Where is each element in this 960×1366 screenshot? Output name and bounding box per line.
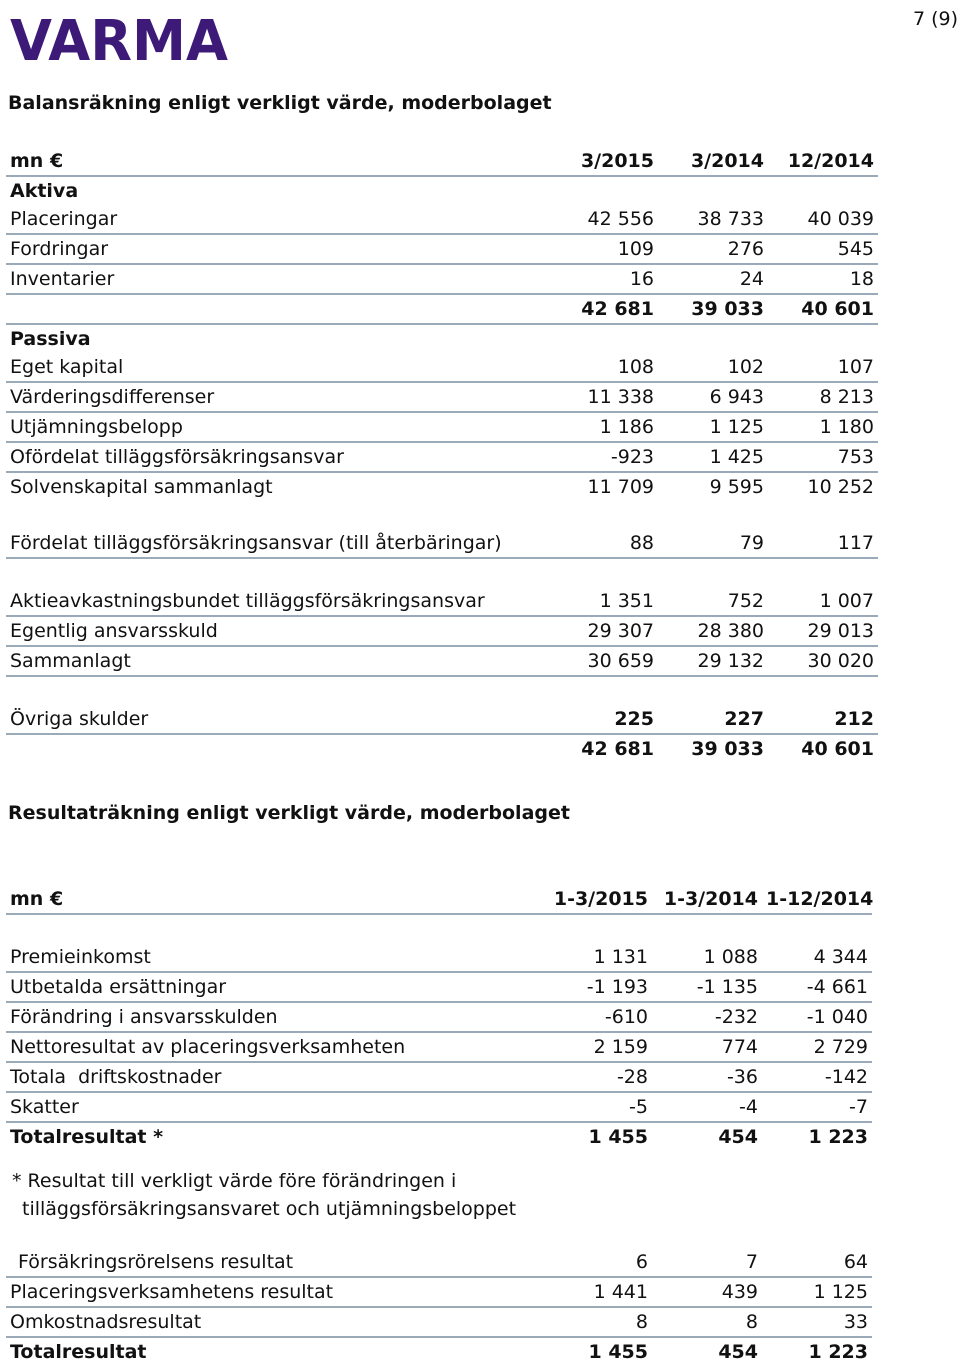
total-row (6, 1337, 872, 1366)
cell-value: 28 380 (658, 616, 768, 646)
cell-value: 225 (546, 705, 658, 734)
table-row (6, 943, 872, 972)
cell-value: 227 (658, 705, 768, 734)
cell-value: 753 (768, 442, 878, 472)
footnote-line: tilläggsförsäkringsansvaret och utjämningsbeloppet (22, 1198, 517, 1220)
col-header: 3/2015 (546, 147, 658, 176)
table-row (6, 616, 878, 646)
cell-value: 2 159 (546, 1032, 652, 1062)
total-row (6, 1122, 872, 1151)
cell-value: 9 595 (709, 476, 764, 498)
cell-value: 454 (718, 1126, 758, 1148)
cell-value: 40 601 (801, 738, 874, 760)
income-table (6, 885, 872, 1151)
cell-value: 1 455 (588, 1341, 648, 1363)
table-row (6, 1002, 872, 1032)
cell-value: 10 252 (807, 476, 874, 498)
cell-value: 8 (546, 1307, 652, 1337)
page-number: 7 (9) (912, 8, 958, 30)
table-row (6, 205, 878, 234)
table-row (6, 1062, 872, 1092)
cell-value: 102 (658, 353, 768, 382)
row-label: Sammanlagt (6, 646, 546, 676)
cell-value: -4 661 (762, 972, 872, 1002)
cell-value: 1 007 (768, 587, 878, 616)
spacer-row (6, 501, 878, 529)
row-label: Ofördelat tilläggsförsäkringsansvar (6, 442, 546, 472)
row-label: Utbetalda ersättningar (6, 972, 546, 1002)
table-row (6, 1092, 872, 1122)
table-header-row (6, 885, 872, 914)
row-label: Inventarier (6, 264, 546, 294)
table-row (6, 353, 878, 382)
cell-value: -1 193 (546, 972, 652, 1002)
table-row (6, 382, 878, 412)
cell-value: 276 (658, 234, 768, 264)
cell-value: 1 441 (546, 1277, 652, 1307)
cell-value: 30 659 (546, 646, 658, 676)
cell-value: -7 (762, 1092, 872, 1122)
spacer-row (6, 676, 878, 705)
cell-value: -1 135 (652, 972, 762, 1002)
cell-value: 1 180 (768, 412, 878, 442)
cell-value: 24 (658, 264, 768, 294)
col-header: 12/2014 (768, 147, 878, 176)
row-label: Totala driftskostnader (6, 1062, 546, 1092)
cell-value: 117 (768, 529, 878, 558)
cell-value: 1 223 (808, 1341, 868, 1363)
row-label: Fordringar (6, 234, 546, 264)
table-row (6, 1307, 872, 1337)
row-label: Premieinkomst (6, 943, 546, 972)
total-row (6, 734, 878, 763)
cell-value: 42 681 (546, 294, 658, 324)
cell-value: 4 344 (762, 943, 872, 972)
cell-value: 1 125 (762, 1277, 872, 1307)
subtotal-row (6, 294, 878, 324)
footnote (12, 1167, 516, 1223)
row-label (6, 734, 546, 763)
col-header: 1-12/2014 (762, 885, 872, 914)
cell-value: 6 (546, 1248, 652, 1277)
cell-value: 30 020 (768, 646, 878, 676)
breakdown-table (6, 1248, 872, 1366)
row-label: Placeringar (6, 205, 546, 234)
section-row-passiva (6, 324, 878, 353)
cell-value: 42 681 (581, 738, 654, 760)
row-label: Övriga skulder (6, 705, 546, 734)
cell-value: 7 (652, 1248, 762, 1277)
cell-value: 108 (546, 353, 658, 382)
cell-value: 1 088 (652, 943, 762, 972)
cell-value: -610 (546, 1002, 652, 1032)
cell-value: 6 943 (658, 382, 768, 412)
row-label: Placeringsverksamhetens resultat (6, 1277, 546, 1307)
row-label: Skatter (6, 1092, 546, 1122)
col-header: 1-3/2014 (652, 885, 762, 914)
cell-value: 29 132 (658, 646, 768, 676)
cell-value: 39 033 (691, 738, 764, 760)
table-row (6, 412, 878, 442)
row-label: Nettoresultat av placeringsverksamheten (6, 1032, 546, 1062)
cell-value: 40 601 (768, 294, 878, 324)
row-label: Omkostnadsresultat (6, 1307, 546, 1337)
cell-value: 88 (546, 529, 658, 558)
row-label: Värderingsdifferenser (6, 382, 546, 412)
cell-value: -5 (546, 1092, 652, 1122)
table-row (6, 1248, 872, 1277)
cell-value: 1 125 (658, 412, 768, 442)
cell-value: 545 (768, 234, 878, 264)
cell-value: 1 455 (588, 1126, 648, 1148)
income-title: Resultaträkning enligt verkligt värde, moderbolaget (8, 802, 570, 824)
balance-title: Balansräkning enligt verkligt värde, moderbolaget (8, 92, 552, 114)
cell-value: -36 (652, 1062, 762, 1092)
row-label: Solvenskapital sammanlagt (10, 476, 273, 498)
cell-value: -4 (652, 1092, 762, 1122)
cell-value: 42 556 (546, 205, 658, 234)
cell-value: 16 (546, 264, 658, 294)
cell-value: 38 733 (658, 205, 768, 234)
col-header: 3/2014 (658, 147, 768, 176)
row-label: Totalresultat (10, 1341, 147, 1363)
cell-value: 2 729 (762, 1032, 872, 1062)
table-row (6, 472, 878, 501)
unit-label: mn € (6, 885, 546, 914)
row-label: Förändring i ansvarsskulden (6, 1002, 546, 1032)
cell-value: -923 (546, 442, 658, 472)
table-row (6, 234, 878, 264)
table-row (6, 1277, 872, 1307)
cell-value: 18 (768, 264, 878, 294)
spacer-row (6, 914, 872, 943)
cell-value: 8 213 (768, 382, 878, 412)
cell-value: 107 (768, 353, 878, 382)
cell-value: 752 (658, 587, 768, 616)
cell-value: 1 425 (658, 442, 768, 472)
balance-table (6, 147, 878, 763)
cell-value: -1 040 (762, 1002, 872, 1032)
table-header-row (6, 147, 878, 176)
cell-value: 39 033 (658, 294, 768, 324)
row-label (6, 294, 546, 324)
table-row (6, 1032, 872, 1062)
cell-value: 109 (546, 234, 658, 264)
cell-value: 454 (718, 1341, 758, 1363)
row-label: Försäkringsrörelsens resultat (6, 1248, 546, 1277)
table-row (6, 529, 878, 558)
cell-value: 33 (762, 1307, 872, 1337)
cell-value: 11 338 (546, 382, 658, 412)
cell-value: 774 (652, 1032, 762, 1062)
row-label: Fördelat tilläggsförsäkringsansvar (till återbäringar) (6, 529, 546, 558)
spacer-row (6, 558, 878, 587)
row-label: Totalresultat * (10, 1126, 164, 1148)
row-label: Aktiva (10, 180, 79, 202)
section-row-aktiva (6, 176, 878, 205)
row-label: Egentlig ansvarsskuld (6, 616, 546, 646)
cell-value: -232 (652, 1002, 762, 1032)
cell-value: -142 (762, 1062, 872, 1092)
row-label: Utjämningsbelopp (6, 412, 546, 442)
svg-text:VARMA: VARMA (10, 12, 229, 64)
cell-value: 29 307 (546, 616, 658, 646)
cell-value: 64 (762, 1248, 872, 1277)
table-row (6, 646, 878, 676)
cell-value: 1 186 (546, 412, 658, 442)
cell-value: 1 131 (546, 943, 652, 972)
cell-value: -28 (546, 1062, 652, 1092)
col-header: 1-3/2015 (546, 885, 652, 914)
row-label: Eget kapital (6, 353, 546, 382)
unit-label: mn € (6, 147, 546, 176)
row-label: Passiva (10, 328, 91, 350)
cell-value: 8 (652, 1307, 762, 1337)
cell-value: 11 709 (587, 476, 654, 498)
cell-value: 40 039 (768, 205, 878, 234)
table-row (6, 972, 872, 1002)
varma-logo (10, 12, 230, 64)
table-row (6, 587, 878, 616)
cell-value: 439 (652, 1277, 762, 1307)
table-row (6, 264, 878, 294)
cell-value: 212 (768, 705, 878, 734)
cell-value: 79 (658, 529, 768, 558)
cell-value: 1 223 (808, 1126, 868, 1148)
table-row (6, 442, 878, 472)
footnote-line: * Resultat till verkligt värde före förändringen i (12, 1170, 457, 1192)
table-row (6, 705, 878, 734)
row-label: Aktieavkastningsbundet tilläggsförsäkringsansvar (6, 587, 546, 616)
cell-value: 29 013 (768, 616, 878, 646)
cell-value: 1 351 (546, 587, 658, 616)
